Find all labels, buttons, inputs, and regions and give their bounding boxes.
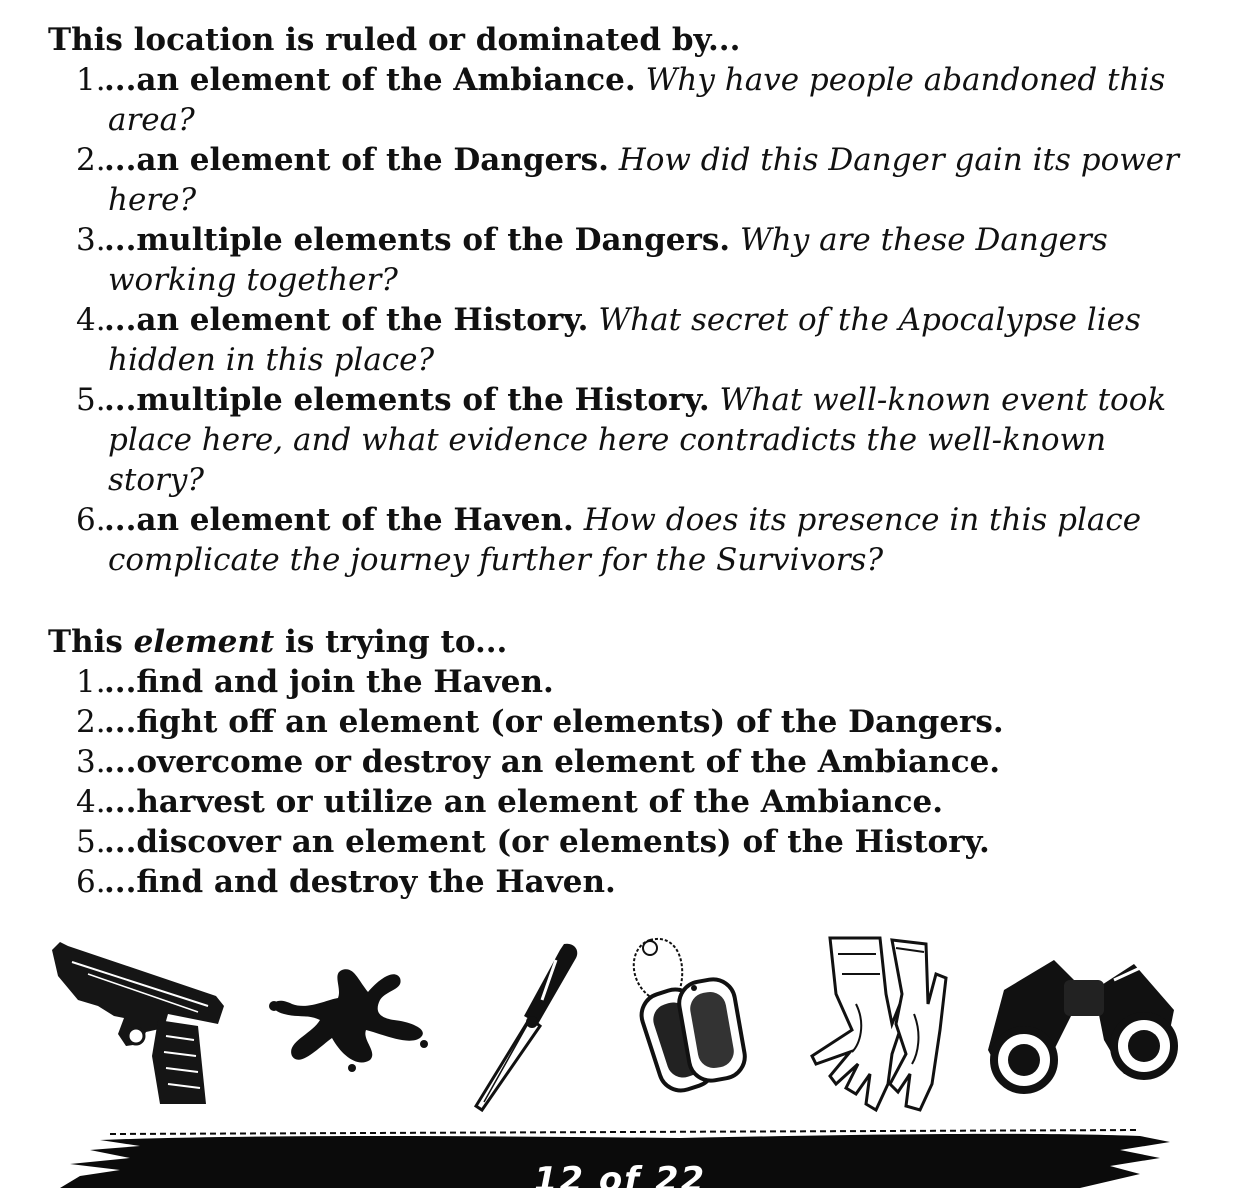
trying-to-section (48, 622, 1208, 902)
item-number: 2. (76, 142, 106, 178)
item-number: 3. (76, 222, 106, 258)
list-item (48, 862, 1208, 902)
item-number: 3. (76, 744, 106, 780)
item-question: Why have people abandoned this area? (108, 62, 1166, 138)
list-item (48, 380, 1208, 500)
item-number: 2. (76, 704, 106, 740)
item-lead: ...an element of the Dangers. (104, 142, 609, 178)
list-item (48, 822, 1208, 862)
item-number: 4. (76, 302, 106, 338)
pistol-icon (48, 936, 228, 1112)
heading-italic: element (133, 624, 275, 660)
icon-row (40, 930, 1200, 1120)
item-lead: ...overcome or destroy an element of the Ambiance. (104, 744, 1001, 780)
item-lead: ...multiple elements of the Dangers. (104, 222, 731, 258)
item-question: What secret of the Apocalypse lies hidden in this place? (108, 302, 1141, 378)
item-lead: ...an element of the Haven. (104, 502, 574, 538)
knife-icon (460, 938, 590, 1114)
list-item (48, 782, 1208, 822)
list-item (48, 702, 1208, 742)
ruled-by-section (48, 20, 1208, 580)
item-number: 5. (76, 382, 106, 418)
item-lead: ...fight off an element (or elements) of the Dangers. (104, 704, 1004, 740)
item-number: 4. (76, 784, 106, 820)
item-number: 1. (76, 62, 106, 98)
dog-tags-icon (620, 930, 760, 1110)
heading-start: This (48, 624, 123, 660)
ink-splatter-icon (262, 964, 432, 1074)
list-item (48, 140, 1208, 220)
list-item (48, 60, 1208, 140)
page-number: 12 of 22 (533, 1160, 707, 1200)
section-heading: This location is ruled or dominated by... (48, 22, 741, 58)
item-lead: ...discover an element (or elements) of the History. (104, 824, 990, 860)
item-question: How does its presence in this place complicate the journey further for the Survivors? (108, 502, 1142, 578)
list-item (48, 500, 1208, 580)
trying-to-list (48, 662, 1208, 902)
item-number: 6. (76, 502, 106, 538)
item-lead: ...an element of the History. (104, 302, 589, 338)
item-lead: ...multiple elements of the History. (104, 382, 710, 418)
list-item (48, 662, 1208, 702)
item-number: 6. (76, 864, 106, 900)
ruled-by-list (48, 60, 1208, 580)
item-number: 5. (76, 824, 106, 860)
gloves-icon (796, 934, 956, 1114)
section-heading (48, 622, 1208, 662)
list-item (48, 220, 1208, 300)
item-lead: ...find and join the Haven. (104, 664, 554, 700)
item-number: 1. (76, 664, 106, 700)
heading-end: is trying to... (285, 624, 508, 660)
footer-banner (60, 1128, 1180, 1200)
binoculars-icon (984, 950, 1184, 1100)
item-question: What well-known event took place here, and what evidence here contradicts the well-known story? (108, 382, 1167, 498)
item-question: How did this Danger gain its power here? (108, 142, 1179, 218)
list-item (48, 300, 1208, 380)
item-lead: ...find and destroy the Haven. (104, 864, 616, 900)
item-lead: ...harvest or utilize an element of the Ambiance. (104, 784, 944, 820)
item-lead: ...an element of the Ambiance. (104, 62, 636, 98)
list-item (48, 742, 1208, 782)
item-question: Why are these Dangers working together? (108, 222, 1108, 298)
